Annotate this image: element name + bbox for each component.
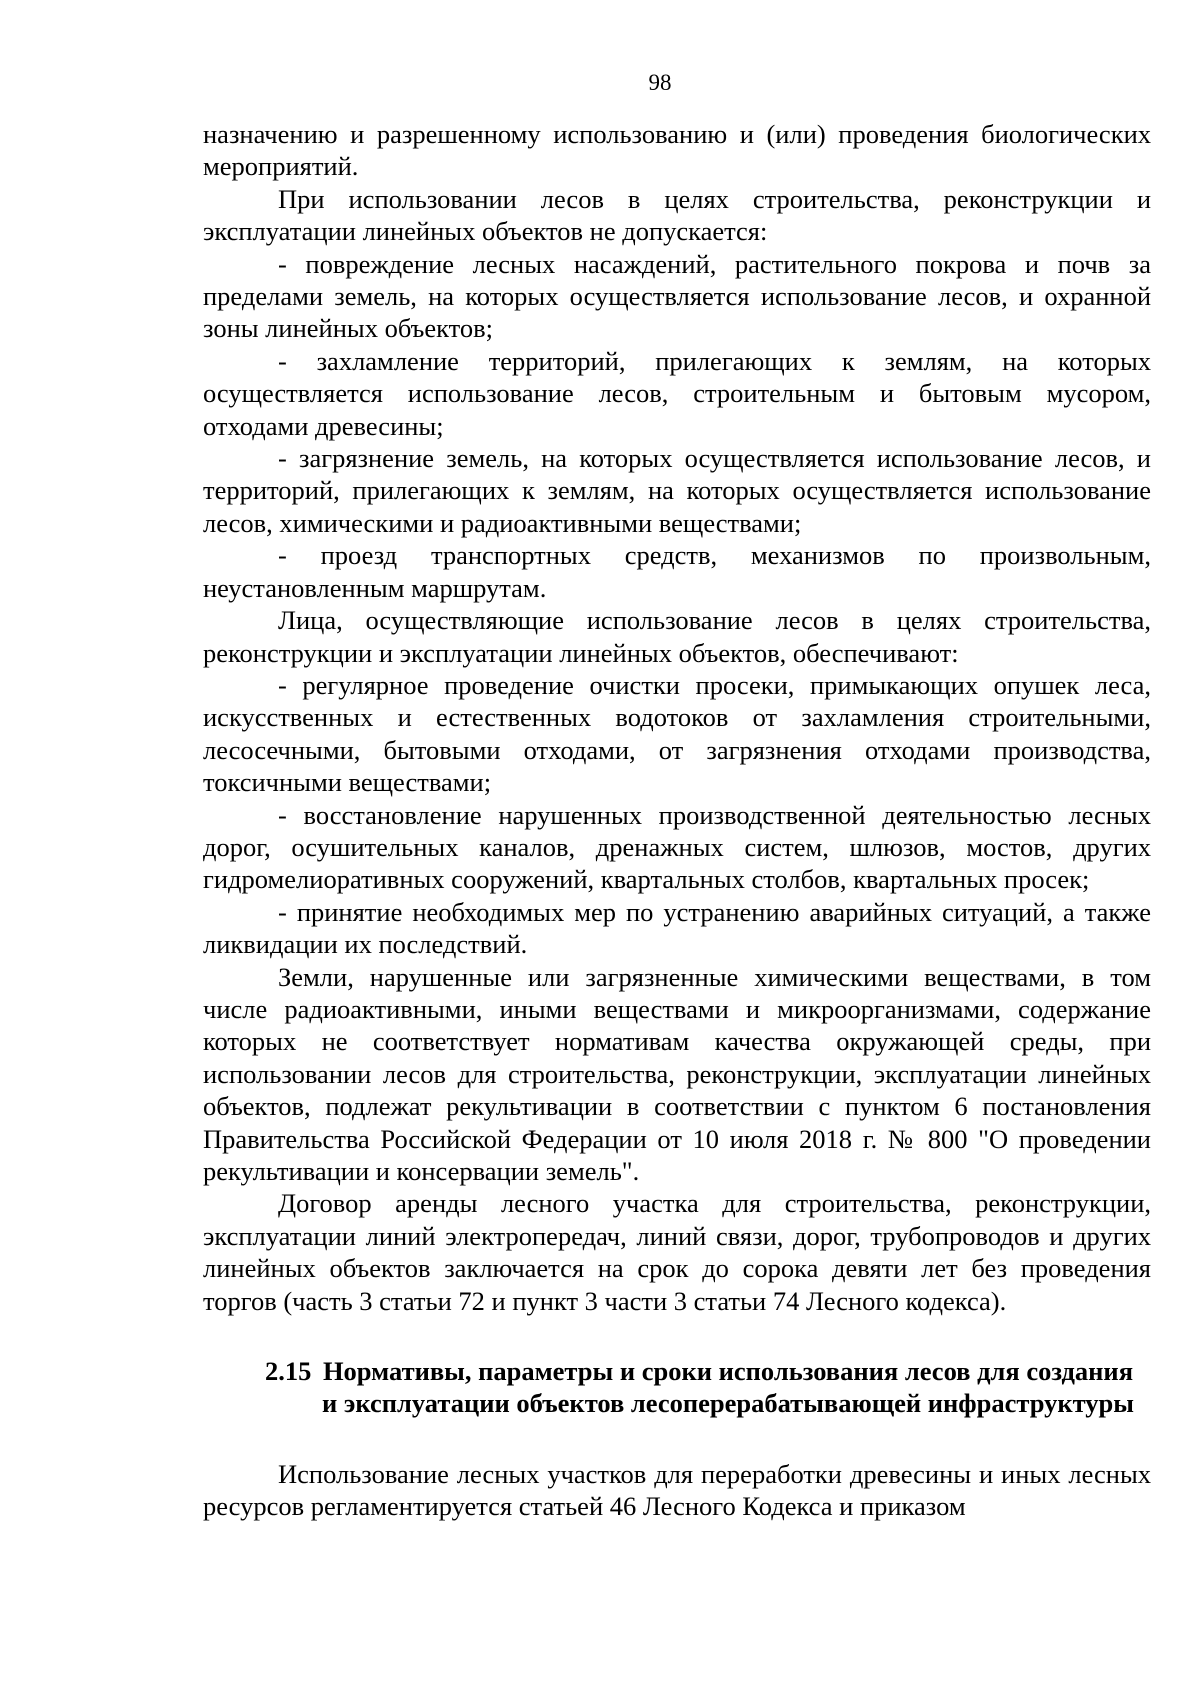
section-title: Нормативы, параметры и сроки использования лесов для создания и эксплуатации объектов лесоперерабатывающей инфраструктуры (322, 1356, 1134, 1419)
document-body (203, 118, 1151, 1523)
section-heading (203, 1355, 1151, 1420)
list-item: - повреждение лесных насаждений, растительного покрова и почв за пределами земель, на которых осуществляется использование лесов, и охранной зоны линейных объектов; (203, 248, 1151, 344)
section-number: 2.15 (265, 1356, 312, 1387)
paragraph: назначению и разрешенному использованию и (или) проведения биологических мероприятий. (203, 119, 1151, 182)
list-item: - загрязнение земель, на которых осуществляется использование лесов, и территорий, прилегающих к землям, на которых осуществляется использование лесов, химическими и радиоактивными веществами; (203, 443, 1151, 538)
list-item: - проезд транспортных средств, механизмов по произвольным, неустановленным маршрутам. (203, 540, 1151, 603)
list-item: - восстановление нарушенных производственной деятельностью лесных дорог, осушительных каналов, дренажных систем, шлюзов, мостов, других гидромелиоративных сооружений, квартальных столбов, квартальных просек; (203, 799, 1151, 895)
paragraph: При использовании лесов в целях строительства, реконструкции и эксплуатации линейных объектов не допускается: (203, 183, 1151, 247)
paragraph: Лица, осуществляющие использование лесов в целях строительства, реконструкции и эксплуатации линейных объектов, обеспечивают: (203, 605, 1151, 668)
paragraph: Договор аренды лесного участка для строительства, реконструкции, эксплуатации линий электропередач, линий связи, дорог, трубопроводов и других линейных объектов заключается на срок до сорока девяти лет без проведения торгов (часть 3 статьи 72 и пункт 3 части 3 статьи 74 Лесного кодекса). (203, 1188, 1151, 1316)
paragraph: Использование лесных участков для переработки древесины и иных лесных ресурсов регламентируется статьей 46 Лесного Кодекса и приказом (203, 1458, 1151, 1522)
list-item: - захламление территорий, прилегающих к землям, на которых осуществляется использование лесов, строительным и бытовым мусором, отходами древесины; (203, 345, 1151, 441)
list-item: - регулярное проведение очистки просеки, примыкающих опушек леса, искусственных и естественных водотоков от захламления строительными, лесосечными, бытовыми отходами, от загрязнения отходами производства, токсичными веществами; (203, 669, 1151, 798)
paragraph: Земли, нарушенные или загрязненные химическими веществами, в том числе радиоактивными, иными веществами и микроорганизмами, содержание которых не соответствует нормативам качества окружающей среды, при использовании лесов для строительства, реконструкции, эксплуатации линейных объектов, подлежат рекультивации в соответствии с пунктом 6 постановления Правительства Российской Федерации от 10 июля 2018 г. № 800 "О проведении рекультивации и консервации земель". (203, 961, 1151, 1186)
page-number: 98 (648, 70, 672, 95)
list-item: - принятие необходимых мер по устранению аварийных ситуаций, а также ликвидации их последствий. (203, 896, 1151, 960)
